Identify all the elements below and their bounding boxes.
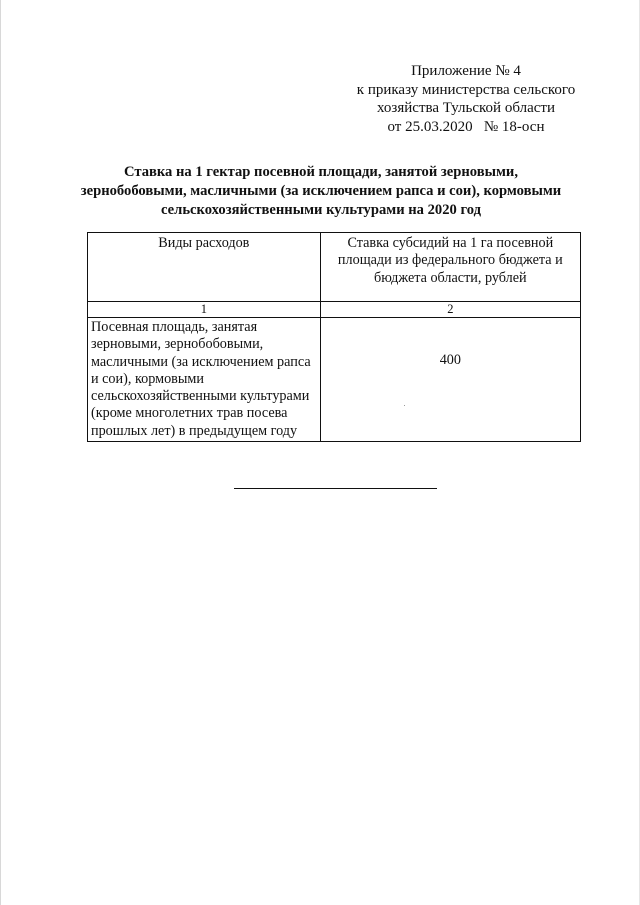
title-line-3: сельскохозяйственными культурами на 2020 год [161, 202, 481, 218]
appendix-order-date: от 25.03.2020 № 18-осн [387, 118, 545, 135]
appendix-header [331, 62, 601, 136]
appendix-order-ref: к приказу министерства сельского [356, 81, 576, 98]
appendix-number: Приложение № 4 [411, 63, 521, 79]
rate-value-cell: 400 [320, 318, 580, 442]
scan-speck [404, 405, 405, 406]
table-header-row [88, 233, 581, 302]
table-column-number-row [88, 302, 581, 318]
title-line-2: зернобобовыми, масличными (за исключением рапса и сои), кормовыми [80, 183, 562, 199]
expense-type-cell: Посевная площадь, занятая зерновыми, зернобобовыми, масличными (за исключением рапса и сои), кормовыми сельскохозяйственными культурами (кроме многолетних трав посева прошлых лет) в предыдущем году [88, 318, 321, 442]
header-subsidy-rate: Ставка субсидий на 1 га посевной площади из федерального бюджета и бюджета области, рублей [320, 233, 580, 302]
closing-rule [234, 488, 437, 489]
document-title [71, 163, 571, 220]
column-number-1: 1 [88, 302, 321, 318]
column-number-2: 2 [320, 302, 580, 318]
header-expense-type: Виды расходов [88, 233, 321, 302]
table-row [88, 318, 581, 442]
subsidy-rates-table [87, 232, 581, 442]
title-line-1: Ставка на 1 гектар посевной площади, занятой зерновыми, [124, 164, 518, 180]
appendix-ministry: хозяйства Тульской области [377, 100, 555, 116]
